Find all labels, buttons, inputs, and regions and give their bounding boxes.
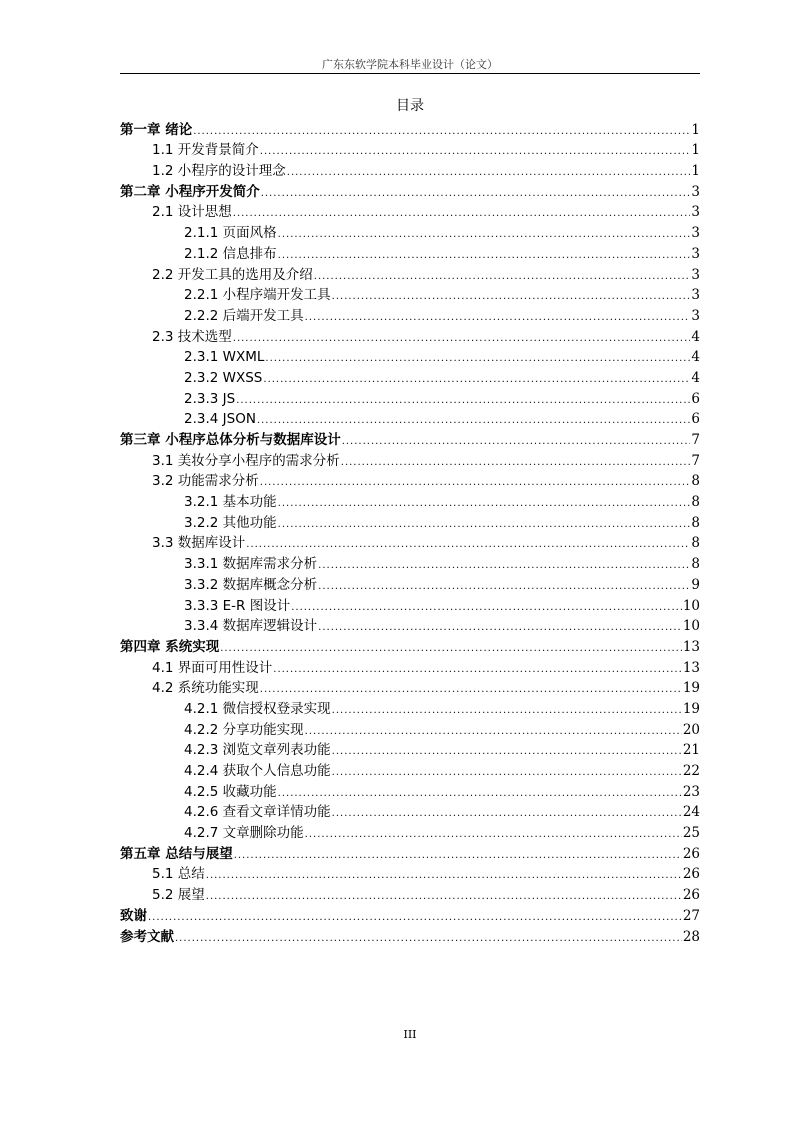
toc-entry-page: 4 — [691, 328, 700, 345]
toc-entry[interactable] — [120, 718, 700, 739]
toc-entry-page: 13 — [682, 659, 700, 676]
toc-leader-dots — [305, 311, 691, 325]
toc-entry[interactable] — [120, 201, 700, 222]
toc-entry-title: 2.1.2 信息排布 — [184, 245, 277, 262]
toc-leader-dots — [318, 559, 690, 573]
toc-entry-page: 1 — [691, 142, 700, 159]
toc-leader-dots — [291, 601, 682, 615]
toc-entry-page: 3 — [691, 307, 700, 324]
toc-entry-title: 4.1 界面可用性设计 — [152, 659, 273, 676]
toc-entry-page: 28 — [682, 928, 700, 945]
toc-entry-page: 20 — [682, 721, 700, 738]
toc-entry-title: 参考文献 — [120, 928, 174, 945]
toc-entry-page: 3 — [691, 287, 700, 304]
toc-entry-page: 3 — [691, 225, 700, 242]
toc-leader-dots — [236, 394, 690, 408]
toc-entry[interactable] — [120, 118, 700, 139]
toc-entry[interactable] — [120, 490, 700, 511]
toc-entry[interactable] — [120, 677, 700, 698]
toc-leader-dots — [233, 332, 691, 346]
toc-entry-page: 25 — [682, 825, 700, 842]
toc-entry-page: 10 — [682, 618, 700, 635]
toc-entry[interactable] — [120, 284, 700, 305]
toc-entry[interactable] — [120, 759, 700, 780]
toc-entry-title: 2.2 开发工具的选用及介绍 — [152, 266, 313, 283]
toc-leader-dots — [342, 435, 691, 449]
toc-entry[interactable] — [120, 656, 700, 677]
toc-leader-dots — [314, 270, 691, 284]
toc-entry-title: 3.2.2 其他功能 — [184, 514, 277, 531]
toc-leader-dots — [278, 518, 691, 532]
toc-entry-title: 2.3.2 WXSS — [184, 369, 263, 386]
toc-entry-page: 26 — [682, 887, 700, 904]
toc-entry-title: 1.1 开发背景简介 — [152, 142, 259, 159]
toc-entry[interactable] — [120, 739, 700, 760]
toc-entry-page: 7 — [691, 452, 700, 469]
toc-entry[interactable] — [120, 615, 700, 636]
toc-entry-title: 1.2 小程序的设计理念 — [152, 163, 286, 180]
toc-leader-dots — [260, 476, 691, 490]
toc-leader-dots — [332, 704, 682, 718]
toc-entry[interactable] — [120, 635, 700, 656]
toc-entry-title: 2.2.2 后端开发工具 — [184, 307, 304, 324]
toc-entry-title: 第三章 小程序总体分析与数据库设计 — [120, 432, 341, 448]
toc-entry-title: 3.2.1 基本功能 — [184, 494, 277, 511]
toc-entry-title: 4.2.4 获取个人信息功能 — [184, 763, 331, 779]
toc-entry-title: 4.2.6 查看文章详情功能 — [184, 804, 331, 821]
toc-entry-page: 8 — [691, 494, 700, 511]
toc-entry[interactable] — [120, 470, 700, 491]
toc-entry[interactable] — [120, 139, 700, 160]
toc-entry[interactable] — [120, 552, 700, 573]
toc-entry-page: 8 — [691, 473, 700, 490]
toc-entry-page: 3 — [691, 183, 700, 200]
toc-entry-page: 22 — [682, 763, 700, 779]
toc-entry-page: 3 — [691, 204, 700, 221]
toc-entry-title: 3.3.1 数据库需求分析 — [184, 556, 318, 573]
toc-leader-dots — [233, 207, 691, 221]
toc-entry-title: 5.2 展望 — [152, 887, 205, 904]
toc-entry[interactable] — [120, 863, 700, 884]
toc-leader-dots — [332, 745, 682, 759]
toc-entry-title: 3.2 功能需求分析 — [152, 473, 259, 490]
toc-entry-title: 3.3.4 数据库逻辑设计 — [184, 618, 318, 635]
table-of-contents — [120, 118, 700, 946]
toc-entry[interactable] — [120, 449, 700, 470]
page-number: III — [403, 1028, 417, 1041]
toc-leader-dots — [261, 187, 691, 201]
toc-entry-title: 5.1 总结 — [152, 866, 205, 883]
toc-title: 目录 — [396, 98, 424, 114]
toc-entry[interactable] — [120, 408, 700, 429]
toc-entry-page: 1 — [691, 121, 700, 138]
page-header: 广东东软学院本科毕业设计（论文） — [322, 58, 498, 71]
toc-entry-page: 26 — [682, 845, 700, 862]
toc-entry-title: 3.3.2 数据库概念分析 — [184, 576, 318, 593]
toc-leader-dots — [246, 538, 690, 552]
toc-leader-dots — [265, 352, 690, 366]
toc-entry-page: 4 — [691, 369, 700, 386]
toc-entry-page: 6 — [691, 390, 700, 407]
toc-entry[interactable] — [120, 801, 700, 822]
toc-entry[interactable] — [120, 304, 700, 325]
toc-entry[interactable] — [120, 883, 700, 904]
toc-leader-dots — [234, 849, 682, 863]
toc-entry-page: 8 — [691, 556, 700, 573]
toc-entry-title: 3.3 数据库设计 — [152, 535, 246, 552]
toc-leader-dots — [206, 890, 682, 904]
toc-entry[interactable] — [120, 428, 700, 449]
toc-entry[interactable] — [120, 366, 700, 387]
toc-entry[interactable] — [120, 511, 700, 532]
toc-entry-page: 24 — [682, 804, 700, 821]
toc-entry-page: 27 — [682, 907, 700, 924]
toc-entry-title: 3.3.3 E-R 图设计 — [184, 597, 291, 614]
toc-entry-title: 2.3.3 JS — [184, 390, 236, 407]
toc-leader-dots — [287, 166, 691, 180]
toc-entry-title: 第五章 总结与展望 — [120, 845, 233, 862]
toc-entry[interactable] — [120, 532, 700, 553]
toc-leader-dots — [305, 725, 682, 739]
toc-entry-page: 26 — [682, 866, 700, 883]
toc-entry[interactable] — [120, 904, 700, 925]
toc-entry-page: 3 — [691, 266, 700, 283]
toc-entry-page: 8 — [691, 514, 700, 531]
toc-entry-title: 2.3 技术选型 — [152, 328, 232, 345]
toc-entry[interactable] — [120, 780, 700, 801]
toc-entry-title: 第二章 小程序开发简介 — [120, 183, 260, 200]
toc-entry-page: 10 — [682, 597, 700, 614]
toc-entry-title: 2.1.1 页面风格 — [184, 225, 277, 242]
toc-entry-page: 4 — [691, 349, 700, 366]
toc-entry-title: 4.2.5 收藏功能 — [184, 783, 277, 800]
toc-leader-dots — [273, 663, 682, 677]
toc-leader-dots — [278, 787, 682, 801]
toc-leader-dots — [305, 828, 682, 842]
toc-leader-dots — [318, 580, 690, 594]
toc-leader-dots — [341, 456, 691, 470]
toc-leader-dots — [332, 807, 682, 821]
toc-leader-dots — [263, 373, 690, 387]
toc-leader-dots — [260, 683, 682, 697]
toc-entry-title: 第四章 系统实现 — [120, 638, 220, 655]
toc-leader-dots — [206, 869, 682, 883]
toc-entry[interactable] — [120, 346, 700, 367]
toc-entry[interactable] — [120, 159, 700, 180]
toc-entry[interactable] — [120, 325, 700, 346]
toc-entry[interactable] — [120, 594, 700, 615]
toc-entry-page: 6 — [691, 411, 700, 428]
toc-entry-title: 4.2.1 微信授权登录实现 — [184, 700, 331, 717]
toc-entry-page: 8 — [691, 535, 700, 552]
toc-entry-title: 4.2 系统功能实现 — [152, 680, 259, 697]
toc-entry-page: 19 — [682, 680, 700, 697]
toc-leader-dots — [318, 621, 682, 635]
toc-entry[interactable] — [120, 221, 700, 242]
toc-entry[interactable] — [120, 387, 700, 408]
toc-entry-title: 2.2.1 小程序端开发工具 — [184, 287, 331, 304]
toc-leader-dots — [332, 766, 682, 780]
toc-entry-page: 9 — [691, 576, 700, 593]
toc-entry[interactable] — [120, 573, 700, 594]
toc-leader-dots — [220, 642, 682, 656]
toc-leader-dots — [332, 290, 691, 304]
toc-entry[interactable] — [120, 842, 700, 863]
toc-entry-title: 4.2.7 文章删除功能 — [184, 825, 304, 842]
toc-entry-page: 21 — [682, 742, 700, 759]
toc-entry-page: 23 — [682, 783, 700, 800]
toc-entry-title: 4.2.2 分享功能实现 — [184, 721, 304, 738]
toc-leader-dots — [193, 125, 690, 139]
toc-entry-page: 1 — [691, 163, 700, 180]
header-divider — [120, 73, 700, 74]
toc-entry-title: 致谢 — [120, 907, 147, 924]
toc-entry[interactable] — [120, 242, 700, 263]
toc-leader-dots — [148, 911, 682, 925]
toc-entry[interactable] — [120, 180, 700, 201]
toc-entry-page: 19 — [682, 700, 700, 717]
toc-entry-title: 2.3.4 JSON — [184, 411, 256, 428]
toc-entry-page: 13 — [682, 638, 700, 655]
toc-entry-page: 7 — [691, 432, 700, 448]
toc-entry-title: 2.1 设计思想 — [152, 204, 232, 221]
toc-leader-dots — [278, 228, 691, 242]
toc-entry-title: 第一章 绪论 — [120, 121, 193, 138]
toc-entry[interactable] — [120, 821, 700, 842]
toc-leader-dots — [260, 145, 691, 159]
toc-leader-dots — [175, 932, 682, 946]
toc-leader-dots — [257, 414, 690, 428]
toc-entry[interactable] — [120, 263, 700, 284]
toc-entry[interactable] — [120, 697, 700, 718]
toc-leader-dots — [278, 497, 691, 511]
toc-entry-title: 3.1 美妆分享小程序的需求分析 — [152, 452, 340, 469]
toc-entry-title: 2.3.1 WXML — [184, 349, 265, 366]
toc-entry-title: 4.2.3 浏览文章列表功能 — [184, 742, 331, 759]
toc-entry[interactable] — [120, 925, 700, 946]
toc-entry-page: 3 — [691, 245, 700, 262]
toc-leader-dots — [278, 249, 691, 263]
